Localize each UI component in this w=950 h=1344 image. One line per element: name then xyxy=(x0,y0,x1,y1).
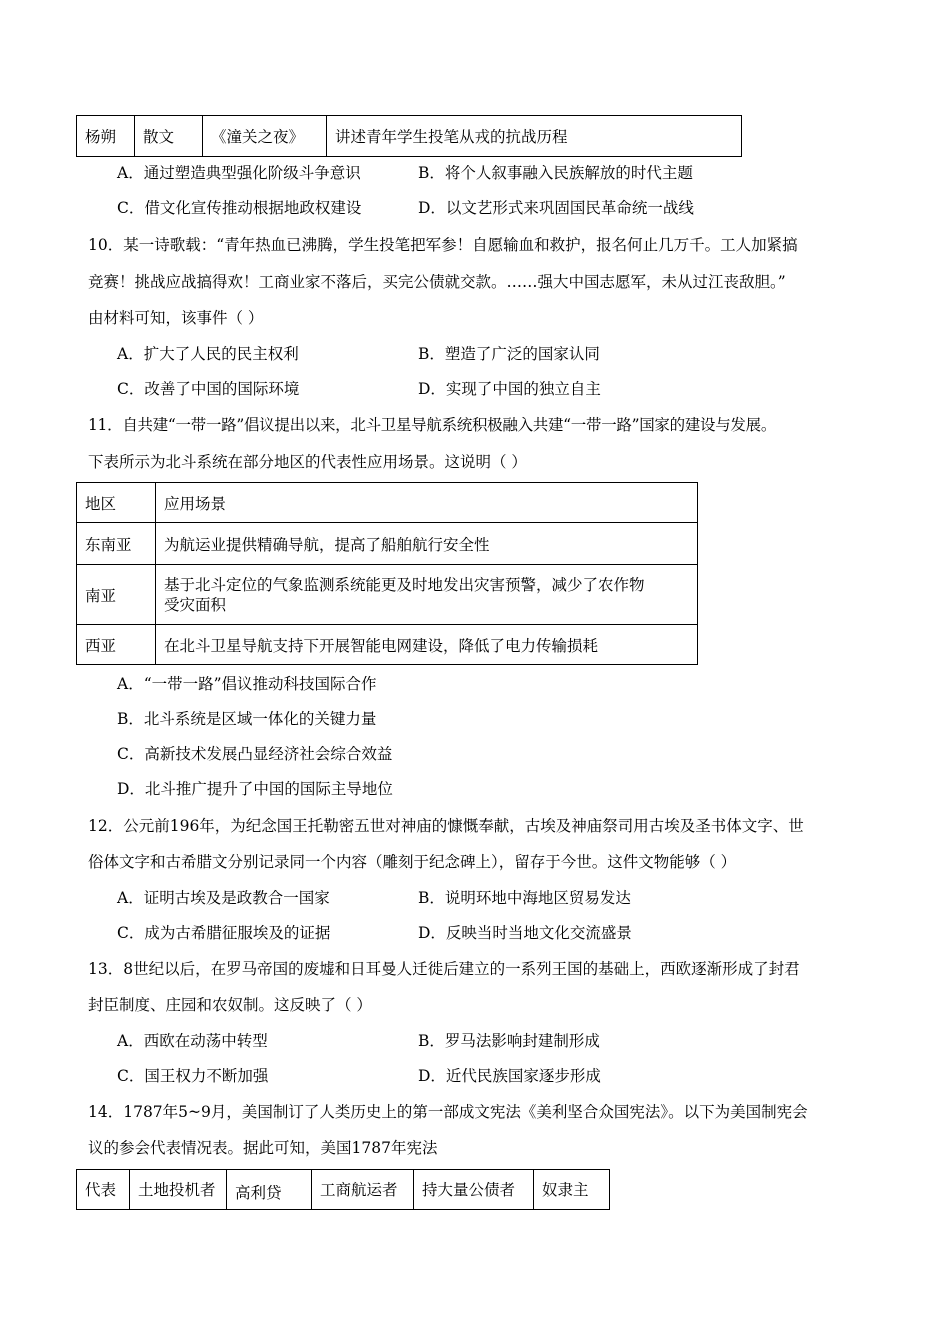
q9-option-c[interactable]: C．借文化宣传推动根据地政权建设 xyxy=(117,199,362,217)
q10-option-d[interactable]: D．实现了中国的独立自主 xyxy=(418,380,601,398)
table-cell-line: 基于北斗定位的气象监测系统能更及时地发出灾害预警，减少了农作物 xyxy=(164,575,645,594)
q13-option-a[interactable]: A．西欧在动荡中转型 xyxy=(117,1032,268,1050)
q12-option-d[interactable]: D．反映当时当地文化交流盛景 xyxy=(418,924,632,942)
table-row xyxy=(77,523,698,565)
table-row xyxy=(77,565,698,625)
q9-option-a[interactable]: A．通过塑造典型强化阶级斗争意识 xyxy=(117,164,361,182)
table-cell: 在北斗卫星导航支持下开展智能电网建设，降低了电力传输损耗 xyxy=(156,625,698,665)
table-cell: 持大量公债者 xyxy=(414,1170,534,1210)
beidou-application-table xyxy=(76,482,698,665)
q12-option-a[interactable]: A．证明古埃及是政教合一国家 xyxy=(117,889,330,907)
q11-stem-line1: 11．自共建“一带一路”倡议提出以来，北斗卫星导航系统积极融入共建“一带一路”国家的建设与发展。 xyxy=(88,416,777,434)
table-header-cell: 应用场景 xyxy=(156,483,698,523)
q12-stem-line2: 俗体文字和古希腊文分别记录同一个内容（雕刻于纪念碑上），留存于今世。这件文物能够（ ） xyxy=(88,853,737,871)
q13-stem-line2: 封臣制度、庄园和农奴制。这反映了（ ） xyxy=(88,996,372,1014)
q9-option-d[interactable]: D．以文艺形式来巩固国民革命统一战线 xyxy=(418,199,694,217)
q10-option-b[interactable]: B．塑造了广泛的国家认同 xyxy=(418,345,600,363)
q11-stem-line2: 下表所示为北斗系统在部分地区的代表性应用场景。这说明（ ） xyxy=(88,453,527,471)
table-cell: 土地投机者 xyxy=(130,1170,227,1210)
table-cell: 为航运业提供精确导航，提高了船舶航行安全性 xyxy=(156,523,698,565)
q11-option-a[interactable]: A．“一带一路”倡议推动科技国际合作 xyxy=(117,675,377,693)
author-works-table xyxy=(76,115,742,157)
table-header-row xyxy=(77,483,698,523)
q10-option-c[interactable]: C．改善了中国的国际环境 xyxy=(117,380,300,398)
table-cell xyxy=(156,565,698,625)
q13-stem-line1: 13．8世纪以后，在罗马帝国的废墟和日耳曼人迁徙后建立的一系列王国的基础上，西欧逐渐形成了封君 xyxy=(88,960,800,978)
table-row xyxy=(77,116,742,157)
table-cell: 西亚 xyxy=(77,625,156,665)
q10-stem-line3: 由材料可知，该事件（ ） xyxy=(88,309,264,327)
q12-stem-line1: 12．公元前196年，为纪念国王托勒密五世对神庙的慷慨奉献，古埃及神庙祭司用古埃及圣书体文字、世 xyxy=(88,817,804,835)
delegates-table xyxy=(76,1169,610,1210)
table-cell: 杨朔 xyxy=(77,116,135,157)
table-row xyxy=(77,1170,610,1210)
table-cell: 工商航运者 xyxy=(312,1170,414,1210)
table-cell: 散文 xyxy=(135,116,203,157)
table-cell: 《潼关之夜》 xyxy=(203,116,327,157)
table-cell: 奴隶主 xyxy=(534,1170,610,1210)
table-row xyxy=(77,625,698,665)
q11-option-c[interactable]: C．高新技术发展凸显经济社会综合效益 xyxy=(117,745,393,763)
q9-option-b[interactable]: B．将个人叙事融入民族解放的时代主题 xyxy=(418,164,693,182)
q11-option-b[interactable]: B．北斗系统是区域一体化的关键力量 xyxy=(117,710,377,728)
q10-stem-line1: 10．某一诗歌载：“青年热血已沸腾，学生投笔把军参！自愿输血和救护，报名何止几万千。工人加紧搞 xyxy=(88,236,798,254)
q14-stem-line1: 14．1787年5~9月，美国制订了人类历史上的第一部成文宪法《美利坚合众国宪法》。以下为美国制宪会 xyxy=(88,1103,808,1121)
q14-stem-line2: 议的参会代表情况表。据此可知，美国1787年宪法 xyxy=(88,1139,438,1157)
table-cell: 高利贷 xyxy=(227,1170,312,1210)
q13-option-b[interactable]: B．罗马法影响封建制形成 xyxy=(418,1032,600,1050)
q13-option-c[interactable]: C．国王权力不断加强 xyxy=(117,1067,269,1085)
q13-option-d[interactable]: D．近代民族国家逐步形成 xyxy=(418,1067,601,1085)
table-cell: 讲述青年学生投笔从戎的抗战历程 xyxy=(327,116,742,157)
q10-stem-line2: 竞赛！挑战应战搞得欢！工商业家不落后，买完公债就交款。……强大中国志愿军，未从过江丧敌胆。” xyxy=(88,273,786,291)
table-cell: 代表 xyxy=(77,1170,130,1210)
table-cell: 南亚 xyxy=(77,565,156,625)
q12-option-c[interactable]: C．成为古希腊征服埃及的证据 xyxy=(117,924,331,942)
q12-option-b[interactable]: B．说明环地中海地区贸易发达 xyxy=(418,889,631,907)
q10-option-a[interactable]: A．扩大了人民的民主权利 xyxy=(117,345,299,363)
q11-option-d[interactable]: D．北斗推广提升了中国的国际主导地位 xyxy=(117,780,393,798)
table-cell: 东南亚 xyxy=(77,523,156,565)
table-header-cell: 地区 xyxy=(77,483,156,523)
table-cell-line: 受灾面积 xyxy=(164,595,227,614)
